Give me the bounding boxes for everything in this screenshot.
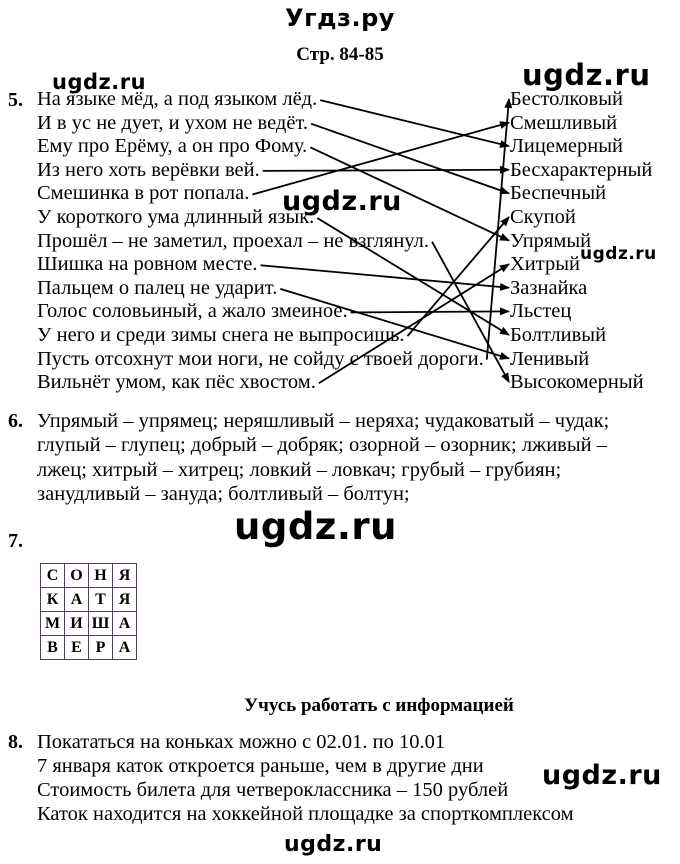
text-line: Покататься на коньках можно с 02.01. по 10.01 [37,731,446,753]
match-arrow [310,147,509,240]
grid-cell: Ш [89,612,113,636]
grid-cell: А [113,612,137,636]
watermark: ugdz.ru [52,70,147,94]
phrase-item: И в ус не дует, и ухом не ведёт. [37,111,309,134]
grid-cell: Р [89,636,113,660]
match-arrow [320,100,509,146]
phrase-item: На языке мёд, а под языком лёд. [37,88,318,110]
matching-arrows [0,0,680,420]
exercise-5-number: 5. [8,89,23,111]
phrase-item: Голос соловьиный, а жало змеиное. [37,300,348,323]
watermark: ugdz.ru [542,760,662,791]
exercise-8-number: 8. [8,731,23,753]
trait-item: Смешливый [510,111,618,134]
phrase-item: Шишка на ровном месте. [37,253,258,276]
text-line: глупый – глупец; добрый – добряк; озорной – озорник; лживый – [37,434,607,457]
exercise-6-number: 6. [8,410,23,432]
watermark: ugdz.ru [282,186,402,217]
grid-cell: О [65,564,89,588]
watermark: ugdz.ru [580,244,657,264]
match-arrow [317,218,509,335]
text-line: 7 января каток откроется раньше, чем в другие дни [37,755,484,777]
trait-item: Беспечный [510,182,607,205]
exercise-6-text [37,409,609,506]
trait-item: Высокомерный [510,371,644,394]
match-arrow [260,265,509,287]
match-arrow [311,124,509,194]
match-arrow [252,123,509,195]
match-arrow [487,99,509,360]
match-arrow [319,264,509,383]
trait-item: Зазнайка [510,276,588,299]
phrase-item: У него и среди зимы снега не выпросишь. [37,323,405,346]
grid-cell: Е [65,636,89,660]
trait-item: Хитрый [510,253,580,276]
match-arrow [263,170,509,171]
trait-item: Бестолковый [510,88,623,110]
phrase-item: У короткого ума длинный язык. [37,205,315,228]
text-line: Упрямый – упрямец; неряшливый – неряха; чудаковатый – чудак; [37,410,610,432]
grid-cell: Т [89,588,113,612]
trait-item: Болтливый [510,323,607,346]
exercise-7-number: 7. [8,530,23,552]
letter-grid [40,563,137,660]
trait-item: Скупой [510,205,576,228]
grid-cell: А [113,636,137,660]
text-line: занудливый – зануда; болтливый – болтун; [37,482,410,505]
phrase-item: Ему про Ерёму, а он про Фому. [37,135,308,158]
grid-cell: Я [113,564,137,588]
watermark: ugdz.ru [284,832,383,857]
text-line: Каток находится на хоккейной площадке за спорткомплексом [37,803,574,825]
phrase-item: Пусть отсохнут мои ноги, не сойду с твоей дороги. [37,347,484,370]
phrase-item: Из него хоть верёвки вей. [37,158,260,181]
match-arrow [280,289,509,359]
text-line: Стоимость билета для четвероклассника – 150 рублей [37,779,509,801]
grid-cell: М [41,612,65,636]
site-title: Угдз.ру [285,4,395,32]
grid-cell: С [41,564,65,588]
phrase-item: Прошёл – не заметил, проехал – не взглянул. [37,229,430,252]
phrase-item: Вильнёт умом, как пёс хвостом. [37,371,316,394]
grid-cell: К [41,588,65,612]
grid-cell: В [41,636,65,660]
watermark: ugdz.ru [234,505,397,548]
grid-cell: Я [113,588,137,612]
trait-item: Бесхарактерный [510,158,653,181]
exercise-8-text [37,730,574,826]
grid-cell: А [65,588,89,612]
watermark: ugdz.ru [522,58,651,92]
phrase-item: Пальцем о палец не ударит. [37,276,278,299]
grid-cell: И [65,612,89,636]
section-title: Учусь работать с информацией [244,695,514,716]
trait-item: Льстец [510,300,572,323]
match-arrow [351,311,509,312]
text-line: лжец; хитрый – хитрец; ловкий – ловкач; грубый – грубиян; [37,458,562,481]
phrase-item: Смешинка в рот попала. [37,182,250,205]
trait-item: Лицемерный [510,135,623,158]
trait-item: Упрямый [510,229,592,252]
grid-cell: Н [89,564,113,588]
trait-item: Ленивый [510,347,590,370]
page-heading: Стр. 84-85 [296,44,384,65]
